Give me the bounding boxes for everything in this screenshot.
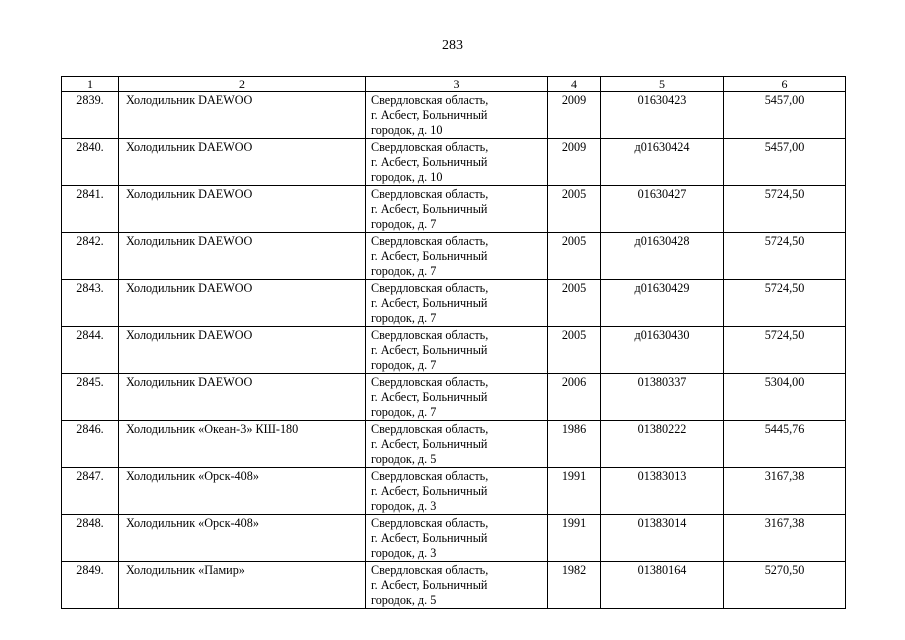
year-cell: 1991 — [548, 515, 601, 562]
cost-cell: 5270,50 — [724, 562, 846, 609]
inventory-number-cell: д01630424 — [601, 139, 724, 186]
row-number-cell: 2844. — [62, 327, 119, 374]
table-row — [62, 468, 846, 515]
cost-cell: 5304,00 — [724, 374, 846, 421]
inventory-number-cell: д01630430 — [601, 327, 724, 374]
column-header-name: 2 — [119, 77, 366, 92]
address-line: г. Асбест, Больничный — [371, 202, 488, 216]
address-cell — [366, 327, 548, 374]
table-row — [62, 139, 846, 186]
column-header-address: 3 — [366, 77, 548, 92]
address-line: Свердловская область, — [371, 375, 489, 389]
address-line: г. Асбест, Больничный — [371, 155, 488, 169]
table-row — [62, 421, 846, 468]
address-line: городок, д. 7 — [371, 264, 437, 278]
address-line: г. Асбест, Больничный — [371, 390, 488, 404]
item-name-cell: Холодильник DAEWOO — [119, 280, 366, 327]
address-cell — [366, 421, 548, 468]
column-header-cost: 6 — [724, 77, 846, 92]
inventory-number-cell: 01380164 — [601, 562, 724, 609]
row-number-cell: 2845. — [62, 374, 119, 421]
row-number-cell: 2846. — [62, 421, 119, 468]
table-row — [62, 562, 846, 609]
address-line: Свердловская область, — [371, 234, 489, 248]
cost-cell: 5457,00 — [724, 139, 846, 186]
address-line: городок, д. 10 — [371, 170, 443, 184]
page-number: 283 — [442, 38, 463, 53]
row-number-cell: 2841. — [62, 186, 119, 233]
address-cell — [366, 280, 548, 327]
row-number-cell: 2840. — [62, 139, 119, 186]
address-line: г. Асбест, Больничный — [371, 249, 488, 263]
cost-cell: 3167,38 — [724, 468, 846, 515]
address-cell — [366, 186, 548, 233]
address-line: городок, д. 3 — [371, 499, 437, 513]
year-cell: 2005 — [548, 186, 601, 233]
column-header-number: 1 — [62, 77, 119, 92]
year-cell: 2006 — [548, 374, 601, 421]
item-name-cell: Холодильник DAEWOO — [119, 186, 366, 233]
item-name-cell: Холодильник «Океан-3» КШ-180 — [119, 421, 366, 468]
item-name-cell: Холодильник DAEWOO — [119, 139, 366, 186]
cost-cell: 5724,50 — [724, 233, 846, 280]
year-cell: 1986 — [548, 421, 601, 468]
inventory-number-cell: 01630427 — [601, 186, 724, 233]
address-line: городок, д. 10 — [371, 123, 443, 137]
cost-cell: 5724,50 — [724, 327, 846, 374]
item-name-cell: Холодильник DAEWOO — [119, 92, 366, 139]
table-row — [62, 280, 846, 327]
address-line: городок, д. 7 — [371, 358, 437, 372]
item-name-cell: Холодильник DAEWOO — [119, 233, 366, 280]
address-line: г. Асбест, Больничный — [371, 296, 488, 310]
cost-cell: 3167,38 — [724, 515, 846, 562]
address-line: г. Асбест, Больничный — [371, 343, 488, 357]
item-name-cell: Холодильник DAEWOO — [119, 327, 366, 374]
table-row — [62, 327, 846, 374]
address-line: Свердловская область, — [371, 93, 489, 107]
item-name-cell: Холодильник DAEWOO — [119, 374, 366, 421]
year-cell: 1982 — [548, 562, 601, 609]
property-register-table — [61, 76, 846, 609]
address-line: городок, д. 5 — [371, 593, 437, 607]
address-line: Свердловская область, — [371, 140, 489, 154]
inventory-number-cell: 01383014 — [601, 515, 724, 562]
year-cell: 2009 — [548, 139, 601, 186]
inventory-number-cell: д01630429 — [601, 280, 724, 327]
table-row — [62, 233, 846, 280]
address-cell — [366, 515, 548, 562]
inventory-number-cell: д01630428 — [601, 233, 724, 280]
address-line: городок, д. 7 — [371, 217, 437, 231]
inventory-number-cell: 01383013 — [601, 468, 724, 515]
address-cell — [366, 468, 548, 515]
address-line: Свердловская область, — [371, 469, 489, 483]
table-row — [62, 92, 846, 139]
cost-cell: 5724,50 — [724, 280, 846, 327]
inventory-number-cell: 01380337 — [601, 374, 724, 421]
row-number-cell: 2847. — [62, 468, 119, 515]
address-line: г. Асбест, Больничный — [371, 108, 488, 122]
address-line: г. Асбест, Больничный — [371, 437, 488, 451]
table-header — [62, 77, 846, 92]
address-cell — [366, 562, 548, 609]
address-line: г. Асбест, Больничный — [371, 531, 488, 545]
address-line: Свердловская область, — [371, 281, 489, 295]
year-cell: 2005 — [548, 233, 601, 280]
column-header-inventory: 5 — [601, 77, 724, 92]
table-row — [62, 515, 846, 562]
address-line: городок, д. 7 — [371, 311, 437, 325]
address-cell — [366, 233, 548, 280]
table-row — [62, 186, 846, 233]
item-name-cell: Холодильник «Орск-408» — [119, 515, 366, 562]
row-number-cell: 2849. — [62, 562, 119, 609]
address-line: Свердловская область, — [371, 516, 489, 530]
row-number-cell: 2839. — [62, 92, 119, 139]
table-row — [62, 374, 846, 421]
cost-cell: 5724,50 — [724, 186, 846, 233]
item-name-cell: Холодильник «Орск-408» — [119, 468, 366, 515]
item-name-cell: Холодильник «Памир» — [119, 562, 366, 609]
year-cell: 1991 — [548, 468, 601, 515]
column-header-year: 4 — [548, 77, 601, 92]
row-number-cell: 2842. — [62, 233, 119, 280]
row-number-cell: 2848. — [62, 515, 119, 562]
address-line: Свердловская область, — [371, 563, 489, 577]
address-line: Свердловская область, — [371, 187, 489, 201]
address-cell — [366, 92, 548, 139]
address-line: городок, д. 7 — [371, 405, 437, 419]
row-number-cell: 2843. — [62, 280, 119, 327]
address-line: г. Асбест, Больничный — [371, 484, 488, 498]
table-body — [62, 92, 846, 609]
address-line: г. Асбест, Больничный — [371, 578, 488, 592]
address-line: городок, д. 3 — [371, 546, 437, 560]
address-line: Свердловская область, — [371, 422, 489, 436]
address-line: городок, д. 5 — [371, 452, 437, 466]
cost-cell: 5457,00 — [724, 92, 846, 139]
cost-cell: 5445,76 — [724, 421, 846, 468]
year-cell: 2005 — [548, 280, 601, 327]
year-cell: 2009 — [548, 92, 601, 139]
address-cell — [366, 139, 548, 186]
address-cell — [366, 374, 548, 421]
inventory-number-cell: 01630423 — [601, 92, 724, 139]
year-cell: 2005 — [548, 327, 601, 374]
address-line: Свердловская область, — [371, 328, 489, 342]
header-row — [62, 77, 846, 92]
inventory-number-cell: 01380222 — [601, 421, 724, 468]
